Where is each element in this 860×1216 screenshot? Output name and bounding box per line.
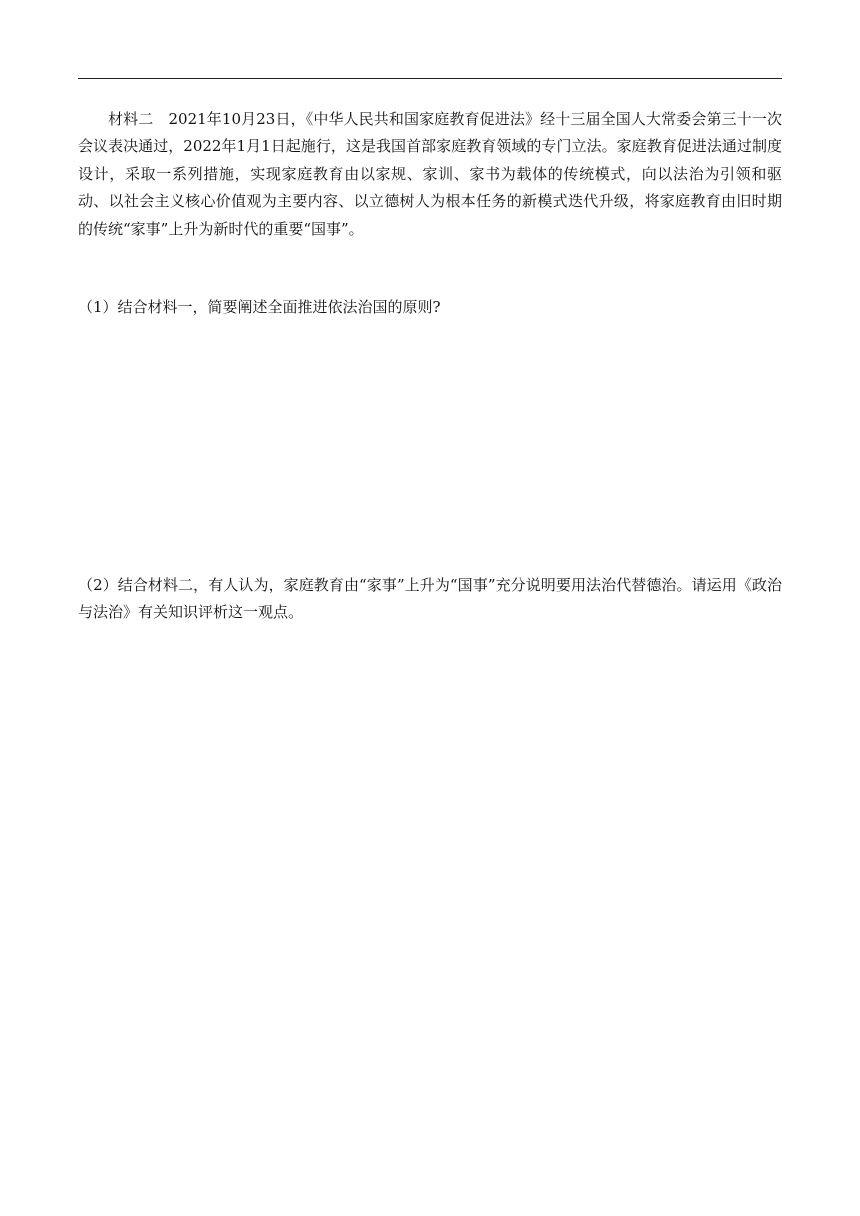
question-1: （1）结合材料一，简要阐述全面推进依法治国的原则? [78, 298, 441, 316]
header-rule [78, 78, 782, 79]
question-2: （2）结合材料二，有人认为，家庭教育由“家事”上升为“国事”充分说明要用法治代替德治。请运用《政治与法治》有关知识评析这一观点。 [78, 576, 782, 622]
material-two-paragraph: 材料二 2021年10月23日，《中华人民共和国家庭教育促进法》经十三届全国人大常委会第三十一次会议表决通过，2022年1月1日起施行，这是我国首部家庭教育领域的专门立法。家庭教育促进法通过制度设计，采取一系列措施，实现家庭教育由以家规、家训、家书为载体的传统模式，向以法治为引领和驱动、以社会主义核心价值观为主要内容、以立德树人为根本任务的新模式迭代升级，将家庭教育由旧时期的传统“家事”上升为新时代的重要“国事”。 [78, 110, 782, 238]
answer-space-2 [78, 640, 782, 1180]
answer-space-1 [78, 330, 782, 560]
